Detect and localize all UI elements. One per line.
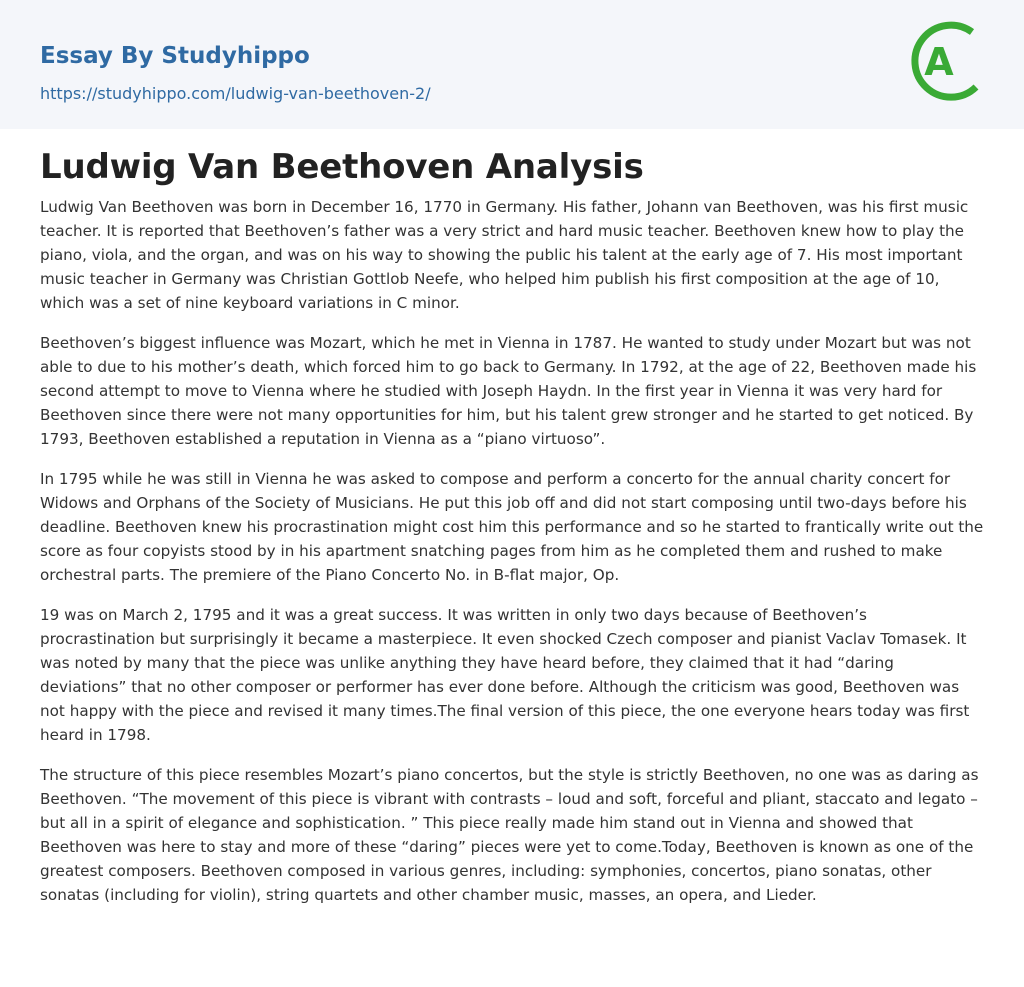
paragraph: The structure of this piece resembles Mozart’s piano concertos, but the style is strictly Beethoven, no one was as daring as Beethoven. “The movement of this piece is vibrant with contrasts – loud and soft, forceful and pliant, staccato and legato – but all in a spirit of elegance and sophistication. ” This piece really made him stand out in Vienna and showed that Beethoven was here to stay and more of these “daring” pieces were yet to come.Today, Beethoven is known as one of the greatest composers. Beethoven composed in various genres, including: symphonies, concertos, piano sonatas, other sonatas (including for violin), string quartets and other chamber music, masses, an opera, and Lieder. — [40, 766, 979, 904]
logo-letter: A — [924, 40, 954, 84]
site-header — [0, 0, 1024, 129]
paragraph: 19 was on March 2, 1795 and it was a great success. It was written in only two days because of Beethoven’s procrastination but surprisingly it became a masterpiece. It even shocked Czech composer and pianist Vaclav Tomasek. It was noted by many that the piece was unlike anything they have heard before, they claimed that it had “daring deviations” that no other composer or performer has ever done before. Although the criticism was good, Beethoven was not happy with the piece and revised it many times.The final version of this piece, the one everyone hears today was first heard in 1798. — [40, 606, 970, 744]
paragraph: Ludwig Van Beethoven was born in December 16, 1770 in Germany. His father, Johann van Beethoven, was his first music teacher. It is reported that Beethoven’s father was a very strict and hard music teacher. Beethoven knew how to play the piano, viola, and the organ, and was on his way to showing the public his talent at the early age of 7. His most important music teacher in Germany was Christian Gottlob Neefe, who helped him publish his first composition at the age of 10, which was a set of nine keyboard variations in C minor. — [40, 198, 969, 312]
article-body — [40, 195, 984, 907]
paragraph: In 1795 while he was still in Vienna he was asked to compose and perform a concerto for the annual charity concert for Widows and Orphans of the Society of Musicians. He put this job off and did not start composing until two-days before his deadline. Beethoven knew his procrastination might cost him this performance and so he started to frantically write out the score as four copyists stood by in his apartment snatching pages from him as he completed them and rushed to make orchestral parts. The premiere of the Piano Concerto No. in B-flat major, Op. — [40, 470, 984, 584]
paragraph: Beethoven’s biggest influence was Mozart, which he met in Vienna in 1787. He wanted to study under Mozart but was not able to due to his mother’s death, which forced him to go back to Germany. In 1792, at the age of 22, Beethoven made his second attempt to move to Vienna where he studied with Joseph Haydn. In the first year in Vienna it was very hard for Beethoven since there were not many opportunities for him, but his talent grew stronger and he started to get noticed. By 1793, Beethoven established a reputation in Vienna as a “piano virtuoso”. — [40, 334, 977, 448]
brand-title[interactable]: Essay By Studyhippo — [40, 43, 310, 69]
article-title: Ludwig Van Beethoven Analysis — [40, 147, 644, 187]
studyhippo-logo-icon[interactable] — [910, 18, 988, 106]
source-url-link[interactable]: https://studyhippo.com/ludwig-van-beethoven-2/ — [40, 84, 431, 103]
